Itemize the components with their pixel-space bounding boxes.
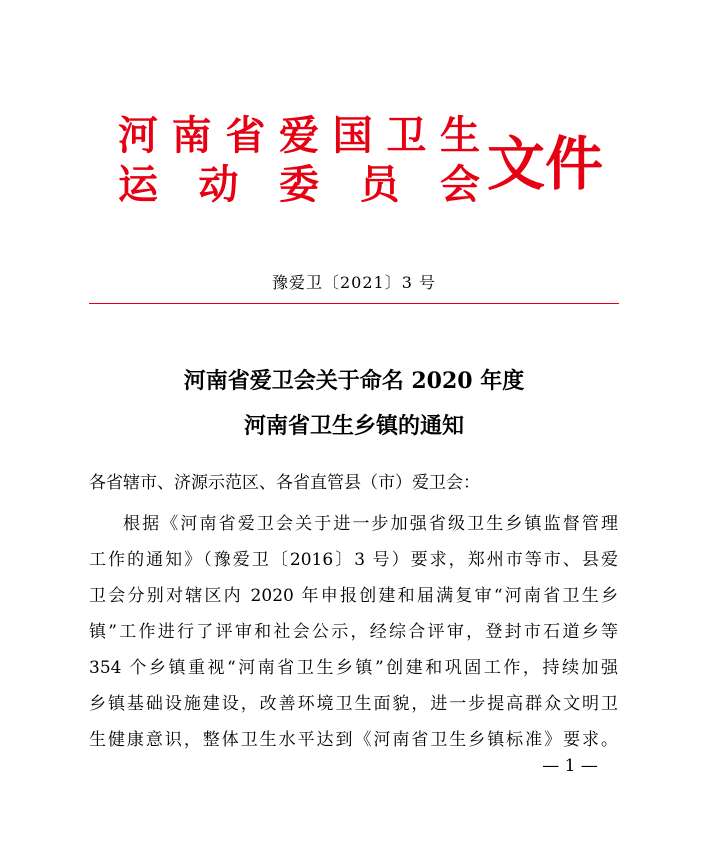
document-type-label: 文件 <box>487 130 604 198</box>
salutation: 各省辖市、济源示范区、各省直管县（市）爱卫会： <box>89 473 480 493</box>
body-text-line: 生健康意识，整体卫生水平达到《河南省卫生乡镇标准》要求。 <box>89 730 618 750</box>
body-text-line: 乡镇基础设施建设，改善环境卫生面貌，进一步提高群众文明卫 <box>89 694 618 714</box>
page-number: — 1 — <box>542 756 598 776</box>
issuer-name-line-2: 运动委员会 <box>118 162 480 208</box>
body-text-line: 镇”工作进行了评审和社会公示，经综合评审，登封市石道乡等 <box>89 622 618 642</box>
body-text-line: 根据《河南省爱卫会关于进一步加强省级卫生乡镇监督管理 <box>123 514 618 534</box>
body-text-line: 354 个乡镇重视“河南省卫生乡镇”创建和巩固工作，持续加强 <box>89 658 618 678</box>
body-text-line: 工作的通知》（豫爱卫〔2016〕3 号）要求，郑州市等市、县爱 <box>89 550 618 570</box>
issuer-name-line-1: 河南省爱国卫生 <box>118 113 480 159</box>
body-text-line: 卫会分别对辖区内 2020 年申报创建和届满复审“河南省卫生乡 <box>89 586 618 606</box>
document-number: 豫爱卫〔2021〕3 号 <box>272 273 436 292</box>
document-title-line-1: 河南省爱卫会关于命名 2020 年度 <box>183 368 525 394</box>
document-title-line-2: 河南省卫生乡镇的通知 <box>243 413 464 439</box>
red-divider-line <box>89 303 619 304</box>
